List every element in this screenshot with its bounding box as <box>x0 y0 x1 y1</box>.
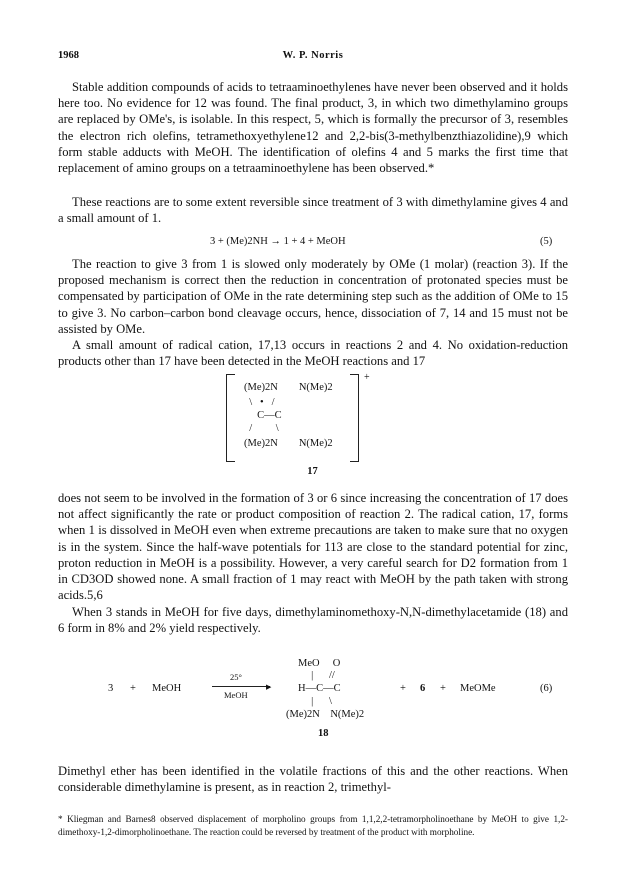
paragraph-1-text: Stable addition compounds of acids to tetraaminoethylenes have never been observed and it holds here too. No evidence for 12 was found. The final product, 3, in which two dimethylamino groups are replaced by OMe's, is isolable. In this respect, 5, which is formally the precursor of 3, resembles the electron rich olefins, tetramethoxyethylene12 and 2,2-bis(3-methylbenzthiazolidine),9 which form stable adducts with MeOH. The identification of olefins 4 and 5 marks the first time that replacement of amino groups on a tetraaminoethylene has been observed.* <box>58 80 568 176</box>
paragraph-4 <box>58 337 568 369</box>
eq6-plus-2: + <box>400 683 406 694</box>
eq6-struct-line-3: H—C—C <box>298 683 341 694</box>
footnote: * Kliegman and Barnes8 observed displacement of morpholino groups from 1,1,2,2-tetramorpholinoethane by MeOH to give 1,2-dimethoxy-1,2-dimorpholinoethane. The reaction could be reversed by treatment of the product with morpholine. <box>58 814 568 837</box>
paragraph-3 <box>58 256 568 337</box>
structure-17-charge: + <box>364 372 370 383</box>
running-author: W. P. Norris <box>282 50 344 61</box>
eq6-arrow <box>212 686 270 687</box>
eq6-arrow-bottom: MeOH <box>224 690 248 700</box>
running-header <box>58 50 568 66</box>
eq6-product-label: 18 <box>318 728 329 739</box>
paragraph-3-text: The reaction to give 3 from 1 is slowed only moderately by OMe (1 molar) (reaction 3). If the proposed mechanism is correct then the reduction in concentration of protonated species must be compensated by participation of OMe in the rate determining step such as the addition of OMe to 15 to give 3. No carbon–carbon bond cleavage occurs, hence, dissociation of 7, 14 and 15 must not be assisted by OMe. <box>58 257 568 336</box>
eq6-plus-3: + <box>440 683 446 694</box>
structure-17-left-bracket <box>226 374 236 460</box>
eq6-struct-line-2: | // <box>298 670 335 681</box>
structure-17-right-bracket <box>350 374 360 460</box>
structure-17-line-4: / \ <box>244 423 279 434</box>
structure-17-line-3: C—C <box>244 410 282 421</box>
paragraph-7-text: Dimethyl ether has been identified in the volatile fractions of this and the other reactions. When considerable dimethylamine is present, as in reaction 2, trimethyl- <box>58 764 568 795</box>
equation-5-number: (5) <box>540 236 553 247</box>
eq6-reactant-1: 3 <box>108 683 114 694</box>
eq6-plus-1: + <box>130 683 136 694</box>
eq6-struct-line-5: (Me)2N N(Me)2 <box>286 709 365 720</box>
paragraph-2-text: These reactions are to some extent reversible since treatment of 3 with dimethylamine gives 4 and a small amount of 1. <box>58 195 568 226</box>
eq6-product-3: MeOMe <box>460 683 496 694</box>
equation-5: 3 + (Me)2NH → 1 + 4 + MeOH <box>210 236 346 247</box>
structure-17-line-1: (Me)2N N(Me)2 <box>244 382 333 393</box>
paragraph-7 <box>58 763 568 795</box>
structure-17-line-2: \ • / <box>244 397 275 408</box>
paragraph-4-text: A small amount of radical cation, 17,13 occurs in reactions 2 and 4. No oxidation-reduction products other than 17 have been detected in the MeOH reactions and 17 <box>58 338 568 369</box>
page-number: 1968 <box>58 50 79 61</box>
structure-17-line-5: (Me)2N N(Me)2 <box>244 438 333 449</box>
paragraph-1 <box>58 79 568 176</box>
eq6-product-2: 6 <box>420 683 426 694</box>
paragraph-5-text: does not seem to be involved in the formation of 3 or 6 since increasing the concentration of 17 does not affect significantly the rate or product composition of reaction 2. The radical cation, 17, forms when 1 is dissolved in MeOH even when extreme precautions are taken to make sure that no oxygen is in the system. Since the half-wave potentials for 113 are close to the standard potential for zinc, proton reduction in MeOH is a possibility. However, a very careful search for D2 formation from 1 in CD3OD showed none. A small fraction of 1 may react with MeOH by the path taken with strong acids.5,6 <box>58 491 568 603</box>
eq6-reactant-2: MeOH <box>152 683 182 694</box>
structure-17-label: 17 <box>307 466 318 477</box>
eq6-arrow-top: 25° <box>230 672 242 682</box>
paragraph-6 <box>58 604 568 636</box>
equation-6-number: (6) <box>540 683 553 694</box>
paragraph-6-text: When 3 stands in MeOH for five days, dimethylaminomethoxy-N,N-dimethylacetamide (18) and 6 form in 8% and 2% yield respectively. <box>58 605 568 636</box>
paragraph-2 <box>58 194 568 226</box>
eq6-struct-line-1: MeO O <box>298 658 341 669</box>
paragraph-5 <box>58 490 568 603</box>
eq6-arrow-head: ▶ <box>266 683 272 691</box>
eq6-struct-line-4: | \ <box>298 696 332 707</box>
